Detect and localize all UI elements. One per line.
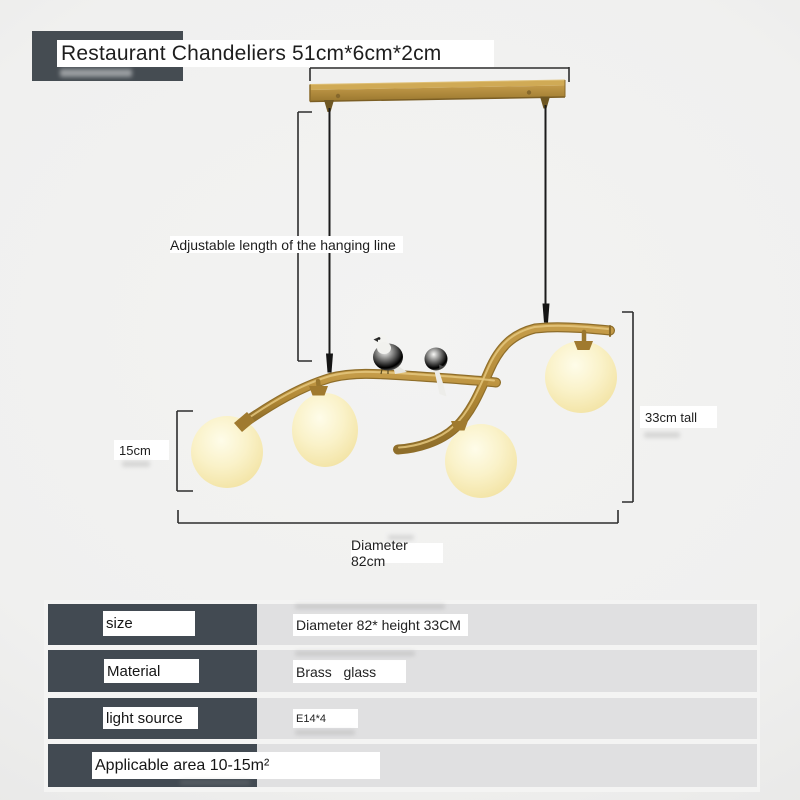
edited-text-artifact xyxy=(295,730,355,735)
edited-text-artifact xyxy=(122,461,150,467)
globe-sockets xyxy=(234,341,593,432)
wire-connector-right xyxy=(543,304,550,323)
fixture-height-label: 33cm tall xyxy=(640,406,717,428)
bird-left-eye xyxy=(378,337,381,340)
spec-label-size: size xyxy=(103,611,195,636)
globe-3 xyxy=(445,424,517,498)
bird-figurines xyxy=(373,334,448,397)
plate-screw-left xyxy=(336,94,340,98)
bird-right xyxy=(425,348,448,397)
hanging-line-label: Adjustable length of the hanging line xyxy=(170,236,403,253)
spec-table xyxy=(44,600,760,792)
fixture-width-dimension-line xyxy=(178,510,618,523)
bird-left xyxy=(373,334,407,374)
spec-value-size: Diameter 82* height 33CM xyxy=(293,614,468,636)
globe-size-dimension-line xyxy=(177,411,193,491)
edited-text-artifact xyxy=(388,535,414,540)
spec-label-applicable-area: Applicable area 10-15m² xyxy=(92,752,380,779)
edited-text-artifact xyxy=(295,651,415,656)
product-title: Restaurant Chandeliers 51cm*6cm*2cm xyxy=(57,40,494,67)
spec-value-material: Brass glass xyxy=(293,660,406,683)
spec-label-light-source: light source xyxy=(103,707,198,729)
edited-text-artifact xyxy=(644,432,680,438)
globe-1 xyxy=(191,416,263,488)
plate-width-dimension-line xyxy=(310,67,569,82)
plate-screw-right xyxy=(527,90,531,94)
edited-text-artifact xyxy=(295,604,445,609)
globe-2 xyxy=(292,393,358,467)
spec-label-material: Material xyxy=(104,659,199,683)
globe-4 xyxy=(545,341,617,413)
ceiling-plate xyxy=(310,80,565,112)
spec-value-light-source: E14*4 xyxy=(293,709,358,728)
fixture-height-dimension-line xyxy=(622,312,633,502)
edited-text-artifact xyxy=(180,780,250,785)
globe-size-label: 15cm xyxy=(114,440,169,460)
fixture-width-label: Diameter 82cm xyxy=(351,543,443,563)
wire-connector-left xyxy=(326,354,333,373)
